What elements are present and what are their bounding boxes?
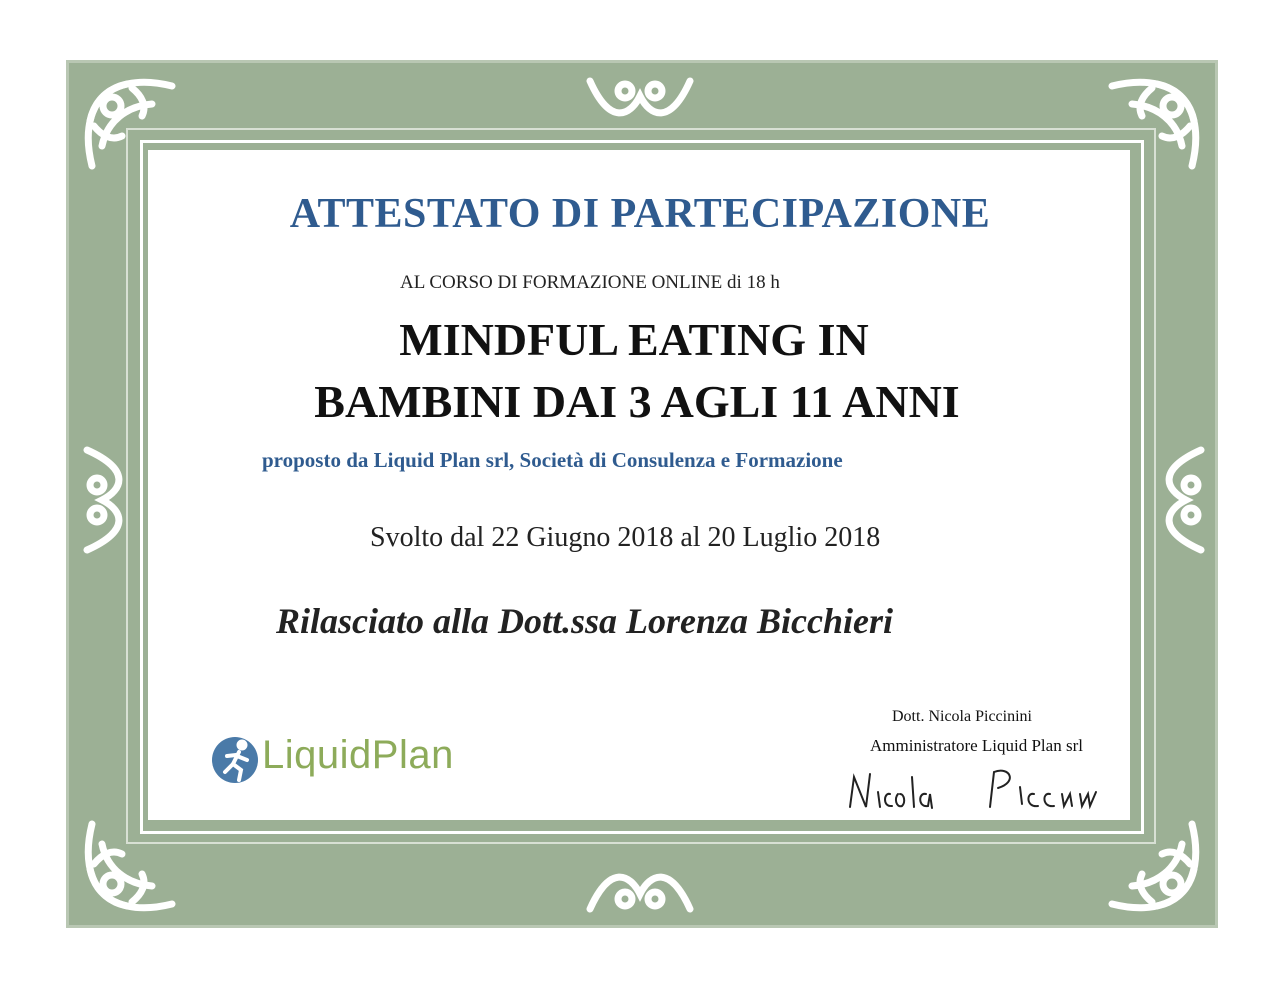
recipient-name: Rilasciato alla Dott.ssa Lorenza Bicchieri	[276, 601, 894, 641]
signer-name: Dott. Nicola Piccinini	[892, 708, 1032, 725]
signature-icon	[840, 752, 1130, 822]
bottom-ornament-icon	[580, 854, 700, 924]
logo-wordmark: LiquidPlan	[262, 733, 454, 777]
proposer-text: proposto da Liquid Plan srl, Società di Consulenza e Formazione	[262, 448, 843, 472]
certificate-title: ATTESTATO DI PARTECIPAZIONE	[289, 191, 991, 237]
top-ornament-icon	[580, 66, 700, 136]
signer-role: Amministratore Liquid Plan srl	[870, 736, 1083, 755]
left-ornament-icon	[72, 440, 142, 560]
course-type-subtitle: AL CORSO DI FORMAZIONE ONLINE di 18 h	[400, 272, 780, 293]
course-dates: Svolto dal 22 Giugno 2018 al 20 Luglio 2018	[370, 522, 881, 553]
corner-ornament-icon	[1092, 66, 1212, 186]
course-title-line-1: MINDFUL EATING IN	[399, 314, 869, 365]
course-title-line-2: BAMBINI DAI 3 AGLI 11 ANNI	[314, 376, 960, 427]
right-ornament-icon	[1146, 440, 1216, 560]
corner-ornament-icon	[72, 66, 192, 186]
corner-ornament-icon	[72, 804, 192, 924]
corner-ornament-icon	[1092, 804, 1212, 924]
